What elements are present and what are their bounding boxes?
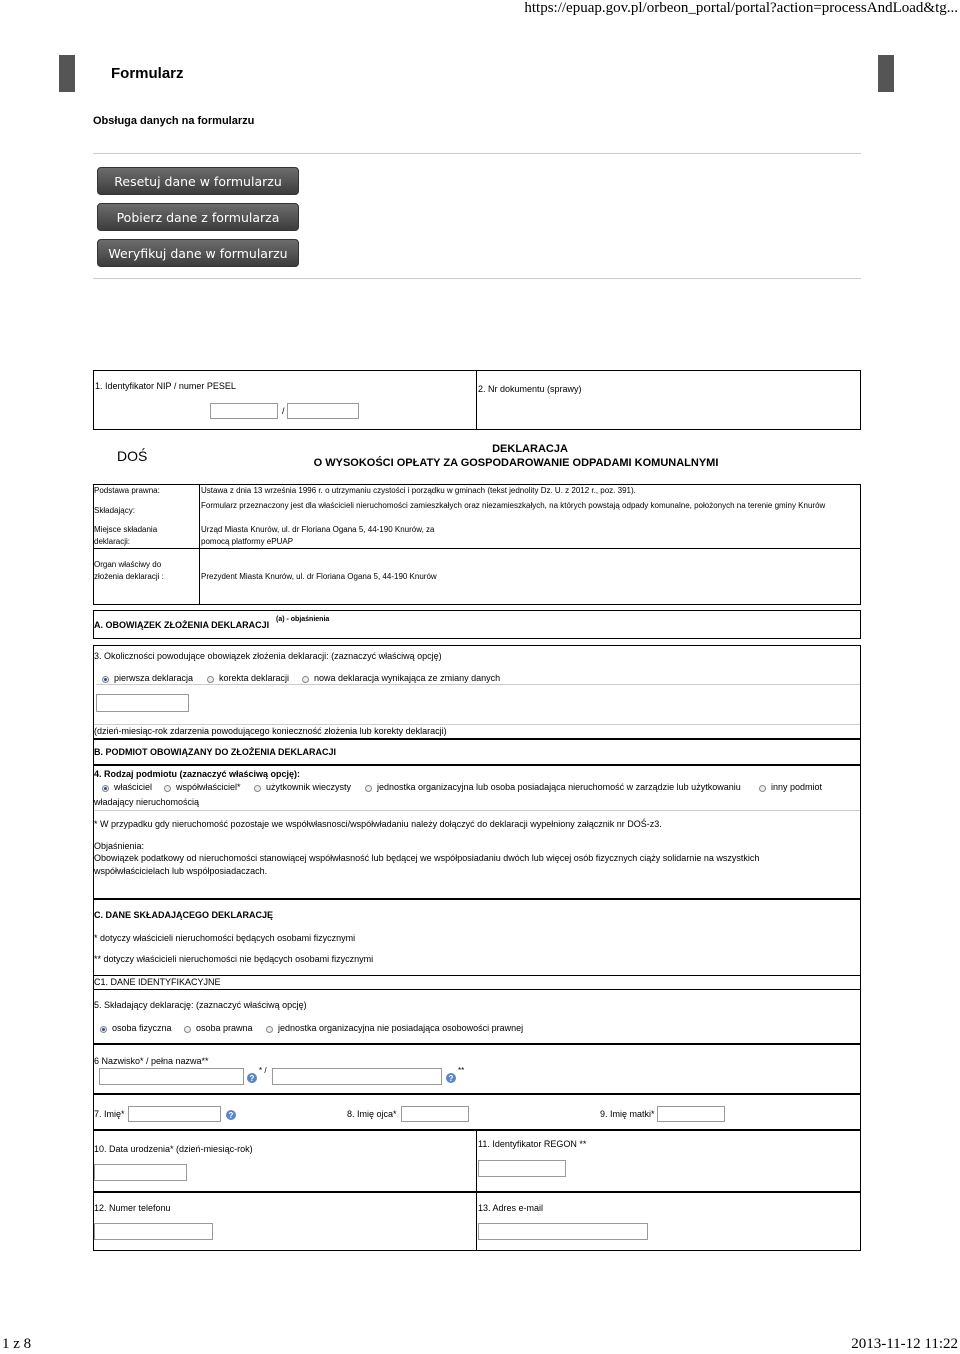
regon-label: 11. Identyfikator REGON ** bbox=[478, 1139, 587, 1149]
fetch-button[interactable]: Pobierz dane z formularza bbox=[97, 203, 299, 231]
father-name-input[interactable] bbox=[401, 1106, 469, 1122]
radio-unincorporated-unit[interactable] bbox=[266, 1026, 273, 1033]
email-label: 13. Adres e-mail bbox=[478, 1203, 544, 1213]
nip-input[interactable] bbox=[210, 403, 278, 419]
option-other-entity-cont: władający nieruchomością bbox=[94, 797, 200, 807]
print-datetime: 2013-11-12 11:22 bbox=[851, 1336, 958, 1352]
surname-input[interactable] bbox=[99, 1068, 244, 1085]
first-name-input[interactable] bbox=[128, 1106, 221, 1122]
first-name-label: 7. Imię* bbox=[94, 1109, 125, 1119]
section-a-header bbox=[93, 610, 861, 639]
divider bbox=[94, 810, 860, 811]
event-date-note: (dzień-miesiąc-rok zdarzenia powodującego konieczność złożenia lub korekty deklaracji) bbox=[94, 724, 860, 736]
father-name-label: 8. Imię ojca* bbox=[347, 1109, 397, 1119]
help-icon[interactable]: ? bbox=[226, 1110, 236, 1120]
right-decor-bar bbox=[878, 55, 894, 92]
info-table-col-divider bbox=[199, 484, 200, 605]
form-code: DOŚ bbox=[117, 448, 148, 464]
radio-first-declaration[interactable] bbox=[102, 676, 109, 683]
form-subtitle: Obsługa danych na formularzu bbox=[93, 115, 255, 127]
option-owner: właściciel bbox=[114, 782, 153, 792]
divider bbox=[93, 989, 861, 990]
option-organizational-unit: jednostka organizacyjna lub osoba posiadająca nieruchomość w zarządzie lub użytkowaniu bbox=[377, 782, 741, 792]
birth-date-input[interactable] bbox=[94, 1164, 187, 1181]
mother-name-label: 9. Imię matki* bbox=[600, 1109, 655, 1119]
pesel-input[interactable] bbox=[287, 403, 359, 419]
option-new-declaration: nowa deklaracja wynikająca ze zmiany danych bbox=[314, 673, 501, 683]
event-date-input[interactable] bbox=[96, 694, 189, 712]
contact-row bbox=[93, 1192, 861, 1251]
help-icon[interactable]: ? bbox=[446, 1073, 456, 1083]
option-other-entity: inny podmiot bbox=[771, 782, 823, 792]
circumstances-question: 3. Okoliczności powodujące obowiązek złożenia deklaracji: (zaznaczyć właściwą opcję) bbox=[94, 651, 442, 661]
section-a-explanations-link[interactable]: (a) - objaśnienia bbox=[276, 616, 330, 623]
identification-subsection: C1. DANE IDENTYFIKACYJNE bbox=[94, 977, 221, 987]
full-name-marker: ** bbox=[458, 1066, 465, 1075]
surname-label: 6 Nazwisko* / pełna nazwa** bbox=[94, 1056, 209, 1066]
radio-organizational-unit[interactable] bbox=[365, 785, 372, 792]
explanations-title: Objaśnienia: bbox=[94, 841, 145, 851]
radio-co-owner[interactable] bbox=[164, 785, 171, 792]
legal-entity-note: ** dotyczy właścicieli nieruchomości nie będących osobami fizycznymi bbox=[94, 954, 374, 964]
option-natural-person: osoba fizyczna bbox=[112, 1023, 172, 1033]
info-value-submitter: Formularz przeznaczony jest dla właścicieli nieruchomości zamieszkałych oraz niezamieszkałych, na których powstają odpady komunalne, położonych na terenie gminy Knurów bbox=[201, 501, 826, 510]
email-input[interactable] bbox=[478, 1223, 648, 1240]
info-value-legal-basis: Ustawa z dnia 13 września 1996 r. o utrzymaniu czystości i porządku w gminach (tekst jednolity Dz. U. z 2012 r., poz. 391). bbox=[201, 486, 636, 495]
divider bbox=[93, 153, 861, 154]
co-ownership-note: * W przypadku gdy nieruchomość pozostaje we współwłasnosci/współwładaniu należy dołączyć do deklaracji wypełniony załącznik nr DOŚ-z3. bbox=[94, 819, 662, 829]
radio-legal-person[interactable] bbox=[184, 1026, 191, 1033]
document-number-label: 2. Nr dokumentu (sprawy) bbox=[478, 384, 582, 394]
info-label-legal-basis: Podstawa prawna: bbox=[94, 486, 160, 495]
radio-natural-person[interactable] bbox=[100, 1026, 107, 1033]
radio-other-entity[interactable] bbox=[759, 785, 766, 792]
info-value-authority: Prezydent Miasta Knurów, ul. dr Floriana Ogana 5, 44-190 Knurów bbox=[201, 572, 437, 581]
option-perpetual-user: użytkownik wieczysty bbox=[266, 782, 352, 792]
section-a-title: A. OBOWIĄZEK ZŁOŻENIA DEKLARACJI bbox=[94, 620, 270, 630]
phone-label: 12. Numer telefonu bbox=[94, 1203, 171, 1213]
info-label-submitter: Składający: bbox=[94, 506, 135, 515]
info-table-row-divider bbox=[93, 548, 861, 549]
info-value-place: Urząd Miasta Knurów, ul. dr Floriana Ogana 5, 44-190 Knurów, za pomocą platformy ePUAP bbox=[201, 525, 435, 546]
help-icon[interactable]: ? bbox=[247, 1073, 257, 1083]
birth-date-label: 10. Data urodzenia* (dzień-miesiąc-rok) bbox=[94, 1144, 253, 1154]
option-correction: korekta deklaracji bbox=[219, 673, 290, 683]
radio-new-declaration[interactable] bbox=[302, 676, 309, 683]
full-name-input[interactable] bbox=[272, 1068, 442, 1085]
left-decor-bar bbox=[59, 55, 75, 92]
page-number: 1 z 8 bbox=[2, 1336, 32, 1352]
option-unincorporated-unit: jednostka organizacyjna nie posiadająca osobowości prawnej bbox=[278, 1023, 524, 1033]
radio-perpetual-user[interactable] bbox=[254, 785, 261, 792]
slash-separator: / bbox=[282, 406, 285, 416]
mother-name-input[interactable] bbox=[657, 1106, 725, 1122]
form-title: Formularz bbox=[111, 65, 184, 82]
surname-separator: * / bbox=[259, 1066, 267, 1075]
info-label-authority: Organ właściwy do złożenia deklaracji : bbox=[94, 560, 164, 581]
nip-pesel-label: 1. Identyfikator NIP / numer PESEL bbox=[95, 381, 236, 391]
explanations-text-2: współwłaścicielach lub współposiadaczach. bbox=[94, 866, 268, 876]
radio-owner[interactable] bbox=[102, 785, 109, 792]
declaration-title-1: DEKLARACJA bbox=[492, 443, 568, 455]
divider bbox=[93, 975, 861, 976]
page-url: https://epuap.gov.pl/orbeon_portal/portal?action=processAndLoad&tg... bbox=[524, 0, 958, 16]
radio-correction[interactable] bbox=[207, 676, 214, 683]
declaration-title-2: O WYSOKOŚCI OPŁATY ZA GOSPODAROWANIE ODPADAMI KOMUNALNYMI bbox=[313, 457, 719, 469]
col-divider bbox=[476, 1192, 477, 1251]
phone-input[interactable] bbox=[94, 1223, 213, 1240]
section-c-title: C. DANE SKŁADAJĄCEGO DEKLARACJĘ bbox=[94, 910, 274, 920]
explanations-text-1: Obowiązek podatkowy od nieruchomości stanowiącej współwłasność lub będącej we współposiadaniu dwóch lub więcej osób fizycznych ciąży solidarnie na wszystkich bbox=[94, 853, 760, 863]
option-co-owner: współwłaściciel* bbox=[176, 782, 241, 792]
option-first-declaration: pierwsza deklaracja bbox=[114, 673, 194, 683]
section-b-header bbox=[93, 739, 861, 765]
entity-type-question: 4. Rodzaj podmiotu (zaznaczyć właściwą opcję): bbox=[94, 769, 301, 779]
submitter-type-question: 5. Składający deklarację: (zaznaczyć właściwą opcję) bbox=[94, 1000, 307, 1010]
section-b-title: B. PODMIOT OBOWIĄZANY DO ZŁOŻENIA DEKLARACJI bbox=[94, 747, 336, 757]
natural-person-note: * dotyczy właścicieli nieruchomości będących osobami fizycznymi bbox=[94, 933, 356, 943]
id-box-divider bbox=[476, 370, 861, 430]
option-legal-person: osoba prawna bbox=[196, 1023, 253, 1033]
regon-input[interactable] bbox=[478, 1160, 566, 1177]
divider bbox=[93, 278, 861, 279]
col-divider bbox=[476, 1130, 477, 1192]
reset-button[interactable]: Resetuj dane w formularzu bbox=[97, 167, 299, 195]
info-label-place: Miejsce składania deklaracji: bbox=[94, 525, 158, 546]
birth-regon-row bbox=[93, 1130, 861, 1192]
verify-button[interactable]: Weryfikuj dane w formularzu bbox=[97, 239, 299, 267]
